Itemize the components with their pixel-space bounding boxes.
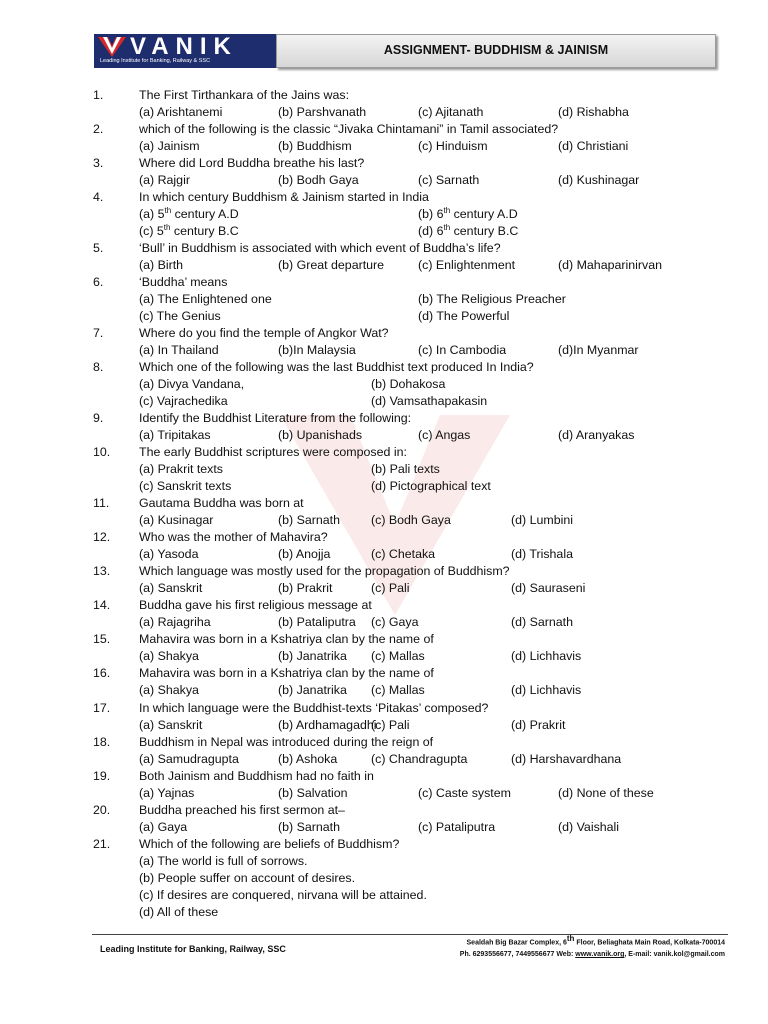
answer-option: (c) If desires are conquered, nirvana will be attained. (139, 888, 427, 902)
answer-option: (d) None of these (558, 786, 654, 800)
question-number: 12. (93, 530, 111, 544)
answer-option: (b) Anojja (278, 547, 331, 561)
question-number: 19. (93, 769, 111, 783)
question-text: Both Jainism and Buddhism had no faith in (139, 769, 374, 783)
answer-option: (d) Sauraseni (511, 581, 586, 595)
answer-option: (a) Tripitakas (139, 428, 211, 442)
answer-option: (b) People suffer on account of desires. (139, 871, 356, 885)
question-number: 9. (93, 411, 104, 425)
answer-option: (c) Caste system (418, 786, 511, 800)
answer-option: (a) Birth (139, 258, 184, 272)
answer-option: (d) Harshavardhana (511, 752, 622, 766)
answer-option: (b) Sarnath (278, 513, 340, 527)
answer-option: (d) Vamsathapakasin (371, 394, 488, 408)
answer-option: (d) Trishala (511, 547, 573, 561)
answer-option: (b) Great departure (278, 258, 385, 272)
question-text: In which century Buddhism & Jainism started in India (139, 190, 429, 204)
logo-wordmark: VANIK (130, 33, 238, 60)
answer-option: (b) Ashoka (278, 752, 338, 766)
answer-option: (a) Arishtanemi (139, 105, 223, 119)
question-number: 16. (93, 666, 111, 680)
answer-option: (b) The Religious Preacher (418, 292, 566, 306)
answer-option: (d) Prakrit (511, 718, 566, 732)
answer-option: (d) Sarnath (511, 615, 573, 629)
logo-tagline: Leading Institute for Banking, Railway & SSC (100, 58, 211, 64)
question-number: 21. (93, 837, 111, 851)
answer-option: (a) Shakya (139, 649, 199, 663)
question-number: 8. (93, 360, 104, 374)
answer-option: (d) Rishabha (558, 105, 629, 119)
question-text: Which one of the following was the last Buddhist text produced In India? (139, 360, 534, 374)
logo-v-icon (98, 37, 126, 57)
question-text: which of the following is the classic “Jivaka Chintamani” in Tamil associated? (139, 122, 559, 136)
answer-option: (b) Parshvanath (278, 105, 367, 119)
answer-option: (a) Prakrit texts (139, 462, 223, 476)
answer-option: (c) Mallas (371, 683, 425, 697)
answer-option: (b) Upanishads (278, 428, 363, 442)
answer-option: (a) Yajnas (139, 786, 195, 800)
answer-option: (a) Sanskrit (139, 581, 203, 595)
question-number: 6. (93, 275, 104, 289)
email-link[interactable]: vanik.kol@gmail.com (653, 951, 725, 958)
answer-option: (b) Prakrit (278, 581, 333, 595)
answer-option: (c) Hinduism (418, 139, 488, 153)
question-number: 13. (93, 564, 111, 578)
question-text: Identify the Buddhist Literature from the following: (139, 411, 412, 425)
answer-option: (a) Jainism (139, 139, 200, 153)
footer-divider (92, 934, 728, 935)
answer-option: (a) Shakya (139, 683, 199, 697)
answer-option: (d) All of these (139, 905, 219, 919)
question-number: 2. (93, 122, 104, 136)
question-text: Which of the following are beliefs of Buddhism? (139, 837, 400, 851)
answer-option: (a) Divya Vandana, (139, 377, 245, 391)
question-text: Mahavira was born in a Kshatriya clan by the name of (139, 666, 434, 680)
answer-option: (d) 6th century B.C (418, 222, 519, 238)
question-number: 4. (93, 190, 104, 204)
answer-option: (c) Gaya (371, 615, 419, 629)
answer-option: (b) Janatrika (278, 649, 347, 663)
answer-option: (a) In Thailand (139, 343, 219, 357)
question-text: The early Buddhist scriptures were composed in: (139, 445, 407, 459)
question-text: Mahavira was born in a Kshatriya clan by the name of (139, 632, 434, 646)
website-link[interactable]: www.vanik.org (575, 951, 625, 958)
answer-option: (a) Samudragupta (139, 752, 239, 766)
question-number: 5. (93, 241, 104, 255)
answer-option: (c) Chetaka (371, 547, 436, 561)
answer-option: (d) Vaishali (558, 820, 620, 834)
answer-option: (c) Sarnath (418, 173, 480, 187)
answer-option: (b) Sarnath (278, 820, 340, 834)
question-text: Buddhism in Nepal was introduced during the reign of (139, 735, 434, 749)
answer-option: (a) Sanskrit (139, 718, 203, 732)
answer-option: (b) Dohakosa (371, 377, 446, 391)
answer-option: (a) Rajagriha (139, 615, 211, 629)
question-text: ‘Buddha’ means (139, 275, 228, 289)
question-text: The First Tirthankara of the Jains was: (139, 88, 350, 102)
question-number: 3. (93, 156, 104, 170)
answer-option: (c) Bodh Gaya (371, 513, 451, 527)
question-text: Buddha preached his first sermon at– (139, 803, 345, 817)
question-number: 14. (93, 598, 111, 612)
answer-option: (d) Lumbini (511, 513, 573, 527)
question-number: 20. (93, 803, 111, 817)
answer-option: (c) Chandragupta (371, 752, 468, 766)
question-text: Where do you find the temple of Angkor Wat? (139, 326, 389, 340)
question-number: 17. (93, 701, 111, 715)
answer-option: (b) 6th century A.D (418, 205, 518, 221)
question-text: Gautama Buddha was born at (139, 496, 304, 510)
answer-option: (c) 5th century B.C (139, 222, 239, 238)
question-text: Who was the mother of Mahavira? (139, 530, 328, 544)
question-number: 11. (93, 496, 110, 510)
answer-option: (a) Kusinagar (139, 513, 214, 527)
answer-option: (d)In Myanmar (558, 343, 639, 357)
answer-option: (b) Salvation (278, 786, 348, 800)
question-number: 18. (93, 735, 111, 749)
footer-address: Sealdah Big Bazar Complex, 6th Floor, Beliaghata Main Road, Kolkata-700014 (466, 934, 725, 947)
answer-option: (c) Mallas (371, 649, 425, 663)
footer-tagline: Leading Institute for Banking, Railway, SSC (100, 944, 286, 954)
answer-option: (a) Rajgir (139, 173, 190, 187)
title-bar (276, 34, 716, 68)
answer-option: (c) Pali (371, 581, 410, 595)
answer-option: (c) Ajitanath (418, 105, 484, 119)
answer-option: (b) Buddhism (278, 139, 352, 153)
answer-option: (c) Vajrachedika (139, 394, 228, 408)
question-text: ‘Bull’ in Buddhism is associated with which event of Buddha’s life? (139, 241, 501, 255)
answer-option: (a) The Enlightened one (139, 292, 272, 306)
question-text: In which language were the Buddhist-texts ‘Pitakas’ composed? (139, 701, 489, 715)
answer-option: (a) The world is full of sorrows. (139, 854, 308, 868)
answer-option: (b)In Malaysia (278, 343, 356, 357)
question-text: Buddha gave his first religious message at (139, 598, 372, 612)
answer-option: (d) Kushinagar (558, 173, 640, 187)
answer-option: (d) Pictographical text (371, 479, 491, 493)
page-title: ASSIGNMENT- BUDDHISM & JAINISM (383, 43, 609, 57)
question-text: Where did Lord Buddha breathe his last? (139, 156, 365, 170)
answer-option: (b) Pali texts (371, 462, 440, 476)
answer-option: (a) 5th century A.D (139, 205, 239, 221)
answer-option: (c) Enlightenment (418, 258, 516, 272)
answer-option: (c) In Cambodia (418, 343, 507, 357)
answer-option: (d) Lichhavis (511, 683, 582, 697)
answer-option: (c) Sanskrit texts (139, 479, 232, 493)
answer-option: (c) Angas (418, 428, 471, 442)
answer-option: (d) Christiani (558, 139, 629, 153)
question-number: 1. (93, 88, 104, 102)
answer-option: (d) Lichhavis (511, 649, 582, 663)
answer-option: (c) The Genius (139, 309, 221, 323)
answer-option: (c) Pali (371, 718, 410, 732)
answer-option: (b) Bodh Gaya (278, 173, 359, 187)
answer-option: (a) Gaya (139, 820, 188, 834)
answer-option: (d) Aranyakas (558, 428, 635, 442)
answer-option: (b) Pataliputra (278, 615, 356, 629)
question-text: Which language was mostly used for the propagation of Buddhism? (139, 564, 510, 578)
question-number: 7. (93, 326, 104, 340)
answer-option: (a) Yasoda (139, 547, 199, 561)
answer-option: (d) Mahaparinirvan (558, 258, 662, 272)
footer-contact: Ph. 6293556677, 7449556677 Web: www.vanik.org, E-mail: vanik.kol@gmail.com (459, 951, 725, 958)
answer-option: (b) Ardhamagadhi (278, 718, 377, 732)
answer-option: (c) Pataliputra (418, 820, 496, 834)
question-number: 10. (93, 445, 111, 459)
answer-option: (b) Janatrika (278, 683, 347, 697)
answer-option: (d) The Powerful (418, 309, 510, 323)
question-number: 15. (93, 632, 111, 646)
page-header (94, 34, 716, 68)
vanik-logo (94, 34, 276, 68)
